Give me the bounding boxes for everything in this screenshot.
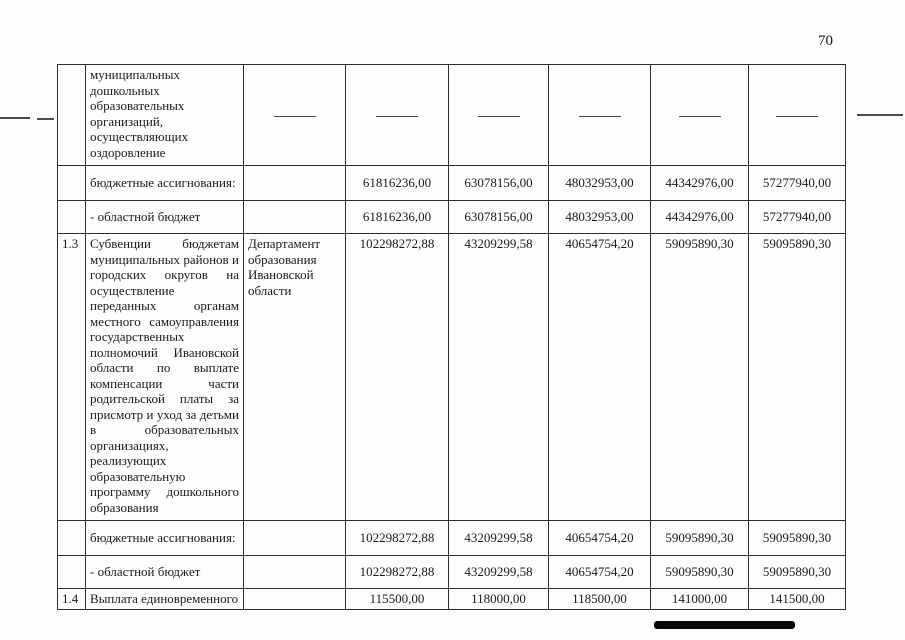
dash-mark bbox=[478, 116, 520, 117]
budget-table-body bbox=[58, 65, 846, 610]
value-cell: 102298272,88 bbox=[346, 521, 449, 556]
value-cell: 102298272,88 bbox=[346, 234, 449, 521]
dash-mark bbox=[579, 116, 621, 117]
description-cell: Субвенции бюджетам муниципальных районов и городских округов на осуществление переданных органам местного самоуправления государственных полномочий Ивановской области по выплате компенсации части родительской платы за присмотр и уход за детьми в образовательных организациях, реализующих образовательную программу дошкольного образования bbox=[86, 234, 244, 521]
description-cell: Выплата единовременного bbox=[86, 589, 244, 610]
row-number-cell bbox=[58, 521, 86, 556]
value-cell: 59095890,30 bbox=[749, 521, 846, 556]
responsible-cell bbox=[244, 65, 346, 166]
value-cell: 43209299,58 bbox=[449, 521, 549, 556]
value-cell: 44342976,00 bbox=[651, 201, 749, 234]
value-cell bbox=[749, 65, 846, 166]
page-number: 70 bbox=[818, 33, 833, 49]
responsible-cell bbox=[244, 556, 346, 589]
value-cell: 63078156,00 bbox=[449, 201, 549, 234]
budget-table bbox=[57, 64, 846, 610]
pen-mark bbox=[0, 117, 30, 119]
value-cell: 118000,00 bbox=[449, 589, 549, 610]
value-cell: 59095890,30 bbox=[651, 556, 749, 589]
table-row bbox=[58, 65, 846, 166]
value-cell: 59095890,30 bbox=[651, 234, 749, 521]
responsible-cell bbox=[244, 521, 346, 556]
value-cell: 141500,00 bbox=[749, 589, 846, 610]
table-row bbox=[58, 166, 846, 201]
dash-mark bbox=[274, 116, 316, 117]
description-cell: муниципальных дошкольных образовательных организаций, осуществляющих оздоровление bbox=[86, 65, 244, 166]
description-cell: бюджетные ассигнования: bbox=[86, 166, 244, 201]
row-number-cell bbox=[58, 556, 86, 589]
row-number-cell: 1.3 bbox=[58, 234, 86, 521]
table-row bbox=[58, 201, 846, 234]
description-cell: - областной бюджет bbox=[86, 201, 244, 234]
value-cell: 48032953,00 bbox=[549, 201, 651, 234]
value-cell: 57277940,00 bbox=[749, 166, 846, 201]
value-cell: 48032953,00 bbox=[549, 166, 651, 201]
value-cell: 40654754,20 bbox=[549, 556, 651, 589]
value-cell: 141000,00 bbox=[651, 589, 749, 610]
row-number-cell bbox=[58, 201, 86, 234]
table-row bbox=[58, 589, 846, 610]
value-cell bbox=[346, 65, 449, 166]
description-cell: - областной бюджет bbox=[86, 556, 244, 589]
value-cell: 59095890,30 bbox=[749, 556, 846, 589]
value-cell: 63078156,00 bbox=[449, 166, 549, 201]
dash-mark bbox=[376, 116, 418, 117]
pen-mark bbox=[857, 114, 903, 116]
table-row bbox=[58, 521, 846, 556]
value-cell bbox=[549, 65, 651, 166]
responsible-cell bbox=[244, 589, 346, 610]
row-number-cell bbox=[58, 166, 86, 201]
dash-mark bbox=[679, 116, 721, 117]
value-cell: 43209299,58 bbox=[449, 234, 549, 521]
responsible-cell bbox=[244, 201, 346, 234]
value-cell: 57277940,00 bbox=[749, 201, 846, 234]
value-cell: 43209299,58 bbox=[449, 556, 549, 589]
responsible-cell: Департамент образования Ивановской области bbox=[244, 234, 346, 521]
dash-mark bbox=[776, 116, 818, 117]
pen-mark bbox=[37, 118, 54, 120]
value-cell: 61816236,00 bbox=[346, 166, 449, 201]
description-cell: бюджетные ассигнования: bbox=[86, 521, 244, 556]
value-cell: 102298272,88 bbox=[346, 556, 449, 589]
value-cell bbox=[449, 65, 549, 166]
value-cell: 61816236,00 bbox=[346, 201, 449, 234]
value-cell: 40654754,20 bbox=[549, 521, 651, 556]
responsible-cell bbox=[244, 166, 346, 201]
value-cell: 40654754,20 bbox=[549, 234, 651, 521]
value-cell: 59095890,30 bbox=[651, 521, 749, 556]
row-number-cell: 1.4 bbox=[58, 589, 86, 610]
value-cell: 118500,00 bbox=[549, 589, 651, 610]
table-row bbox=[58, 556, 846, 589]
row-number-cell bbox=[58, 65, 86, 166]
value-cell: 115500,00 bbox=[346, 589, 449, 610]
bottom-bar bbox=[654, 621, 795, 629]
value-cell bbox=[651, 65, 749, 166]
value-cell: 44342976,00 bbox=[651, 166, 749, 201]
table-row bbox=[58, 234, 846, 521]
value-cell: 59095890,30 bbox=[749, 234, 846, 521]
